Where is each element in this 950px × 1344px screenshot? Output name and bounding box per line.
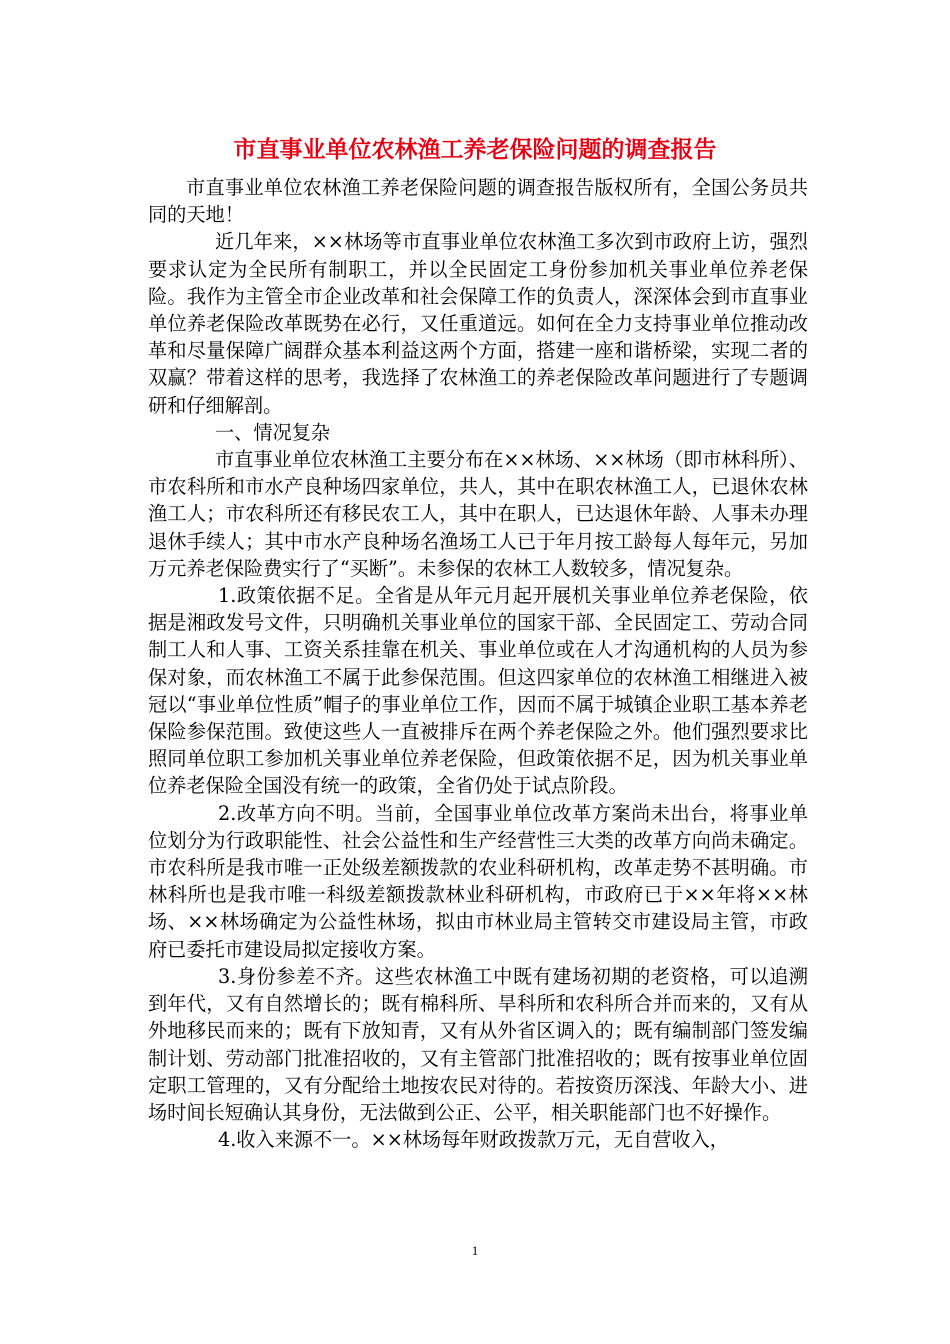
paragraph-income-source: 4.收入来源不一。××林场每年财政拨款万元，无自营收入， <box>218 1128 729 1152</box>
section-heading-situation: 一、情况复杂 <box>215 420 331 444</box>
paragraph-intro: 近几年来，××林场等市直事业单位农林渔工多次到市政府上访，强烈要求认定为全民所有制职工，并以全民固定工身份参加机关事业单位养老保险。我作为主管全市企业改革和社会保障工作的负责人，深深体会到市直事业单位养老保险改革既势在必行，又任重道远。如何在全力支持事业单位推动改革和尽量保障广阔群众基本利益这两个方面，搭建一座和谐桥梁，实现二者的双赢？带着这样的思考，我选择了农林渔工的养老保险改革问题进行了专题调研和仔细解剖。 <box>148 230 808 417</box>
document-title: 市直事业单位农林渔工养老保险问题的调查报告 <box>233 136 717 163</box>
page-number: 1 <box>471 1243 479 1258</box>
paragraph-copyright: 市直事业单位农林渔工养老保险问题的调查报告版权所有，全国公务员共同的天地！ <box>148 176 808 227</box>
paragraph-policy-basis: 1.政策依据不足。全省是从年元月起开展机关事业单位养老保险，依据是湘政发号文件，只明确机关事业单位的国家干部、全民固定工、劳动合同制工人和人事、工资关系挂靠在机关、事业单位或在人才沟通机构的人员为参保对象，而农林渔工不属于此参保范围。但这四家单位的农林渔工相继进入被冠以“事业单位性质”帽子的事业单位工作，因而不属于城镇企业职工基本养老保险参保范围。致使这些人一直被排斥在两个养老保险之外。他们强烈要求比照同单位职工参加机关事业单位养老保险，但政策依据不足，因为机关事业单位养老保险全国没有统一的政策，全省仍处于试点阶段。 <box>148 584 808 798</box>
paragraph-reform-direction: 2.改革方向不明。当前，全国事业单位改革方案尚未出台，将事业单位划分为行政职能性、社会公益性和生产经营性三大类的改革方向尚未确定。市农科所是我市唯一正处级差额拨款的农业科研机构，改革走势不甚明确。市林科所也是我市唯一科级差额拨款林业科研机构，市政府已于××年将××林场、××林场确定为公益性林场，拟由市林业局主管转交市建设局主管，市政府已委托市建设局拟定接收方案。 <box>148 801 808 961</box>
document-body <box>148 174 808 1153</box>
paragraph-distribution: 市直事业单位农林渔工主要分布在××林场、××林场（即市林科所）、市农科所和市水产良种场四家单位，共人，其中在职农林渔工人，已退休农林渔工人；市农科所还有移民农工人，其中在职人，已达退休年龄、人事未办理退休手续人；其中市水产良种场名渔场工人已于年月按工龄每人每年元，另加万元养老保险费实行了“买断”。未参保的农林工人数较多，情况复杂。 <box>148 448 808 580</box>
paragraph-identity: 3.身份参差不齐。这些农林渔工中既有建场初期的老资格，可以追溯到年代，又有自然增长的；既有棉科所、旱科所和农科所合并而来的，又有从外地移民而来的；既有下放知青，又有从外省区调入的；既有编制部门签发编制计划、劳动部门批准招收的，又有主管部门批准招收的；既有按事业单位固定职工管理的，又有分配给土地按农民对待的。若按资历深浅、年龄大小、进场时间长短确认其身份，无法做到公正、公平，相关职能部门也不好操作。 <box>148 964 808 1124</box>
